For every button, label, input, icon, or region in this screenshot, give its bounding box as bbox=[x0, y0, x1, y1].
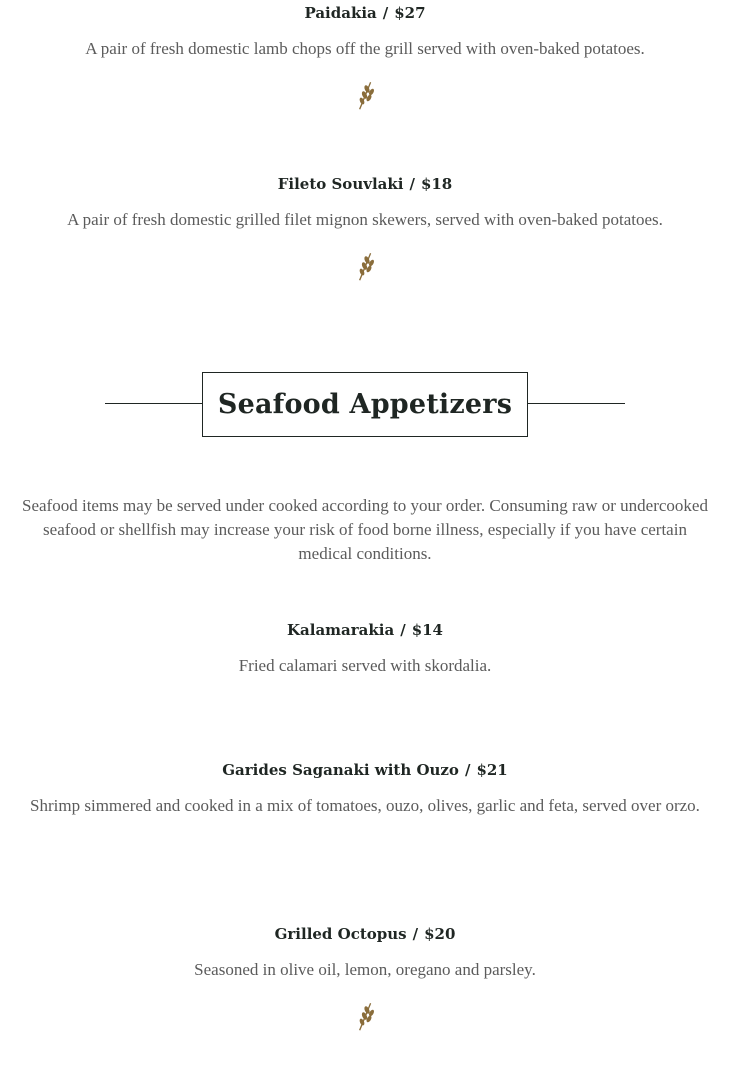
menu-item-name: Paidakia bbox=[304, 4, 377, 22]
menu-item-title bbox=[0, 172, 730, 196]
menu-item-price: $27 bbox=[394, 4, 426, 22]
menu-item-price: $14 bbox=[411, 621, 443, 639]
menu-item-description: Seasoned in olive oil, lemon, oregano and parsley. bbox=[194, 960, 536, 979]
price-separator: / bbox=[400, 621, 406, 639]
price-separator: / bbox=[412, 925, 419, 943]
menu-item-price: $18 bbox=[420, 175, 453, 193]
price-separator: / bbox=[409, 175, 415, 193]
menu-item-description: Shrimp simmered and cooked in a mix of tomatoes, ouzo, olives, garlic and feta, served over orzo. bbox=[30, 796, 700, 815]
price-separator: / bbox=[464, 761, 471, 779]
menu-item-fileto-souvlaki bbox=[0, 172, 730, 232]
menu-item-title bbox=[0, 758, 730, 782]
menu-item-title bbox=[0, 618, 730, 642]
section-title: Seafood Appetizers bbox=[217, 389, 513, 420]
seafood-notice: Seafood items may be served under cooked according to your order. Consuming raw or undercooked seafood or shellfish may increase your risk of food borne illness, especially if you have certain medical conditions. bbox=[22, 496, 708, 563]
menu-item-name: Kalamarakia bbox=[287, 621, 395, 639]
wheat-icon bbox=[353, 79, 377, 111]
wheat-icon bbox=[353, 1000, 377, 1032]
section-divider-right bbox=[527, 403, 625, 404]
menu-item-description: A pair of fresh domestic grilled filet mignon skewers, served with oven-baked potatoes. bbox=[67, 210, 663, 229]
menu-item-name: Fileto Souvlaki bbox=[277, 175, 404, 193]
menu-item-name: Garides Saganaki with Ouzo bbox=[222, 761, 459, 779]
menu-item-price: $20 bbox=[424, 925, 456, 943]
menu-item-price: $21 bbox=[476, 761, 508, 779]
section-header-seafood bbox=[0, 372, 730, 437]
menu-item-description: Fried calamari served with skordalia. bbox=[238, 656, 492, 675]
section-divider-left bbox=[105, 403, 202, 404]
section-title-box bbox=[202, 372, 528, 437]
menu-item-description: A pair of fresh domestic lamb chops off the grill served with oven-baked potatoes. bbox=[85, 39, 645, 58]
menu-item-paidakia bbox=[0, 1, 730, 61]
menu-item-grilled-octopus bbox=[0, 922, 730, 982]
wheat-icon bbox=[353, 250, 377, 282]
menu-item-garides-saganaki bbox=[0, 758, 730, 818]
menu-item-title bbox=[0, 1, 730, 25]
price-separator: / bbox=[382, 4, 389, 22]
menu-item-kalamarakia bbox=[0, 618, 730, 678]
menu-item-name: Grilled Octopus bbox=[274, 925, 407, 943]
menu-item-title bbox=[0, 922, 730, 946]
